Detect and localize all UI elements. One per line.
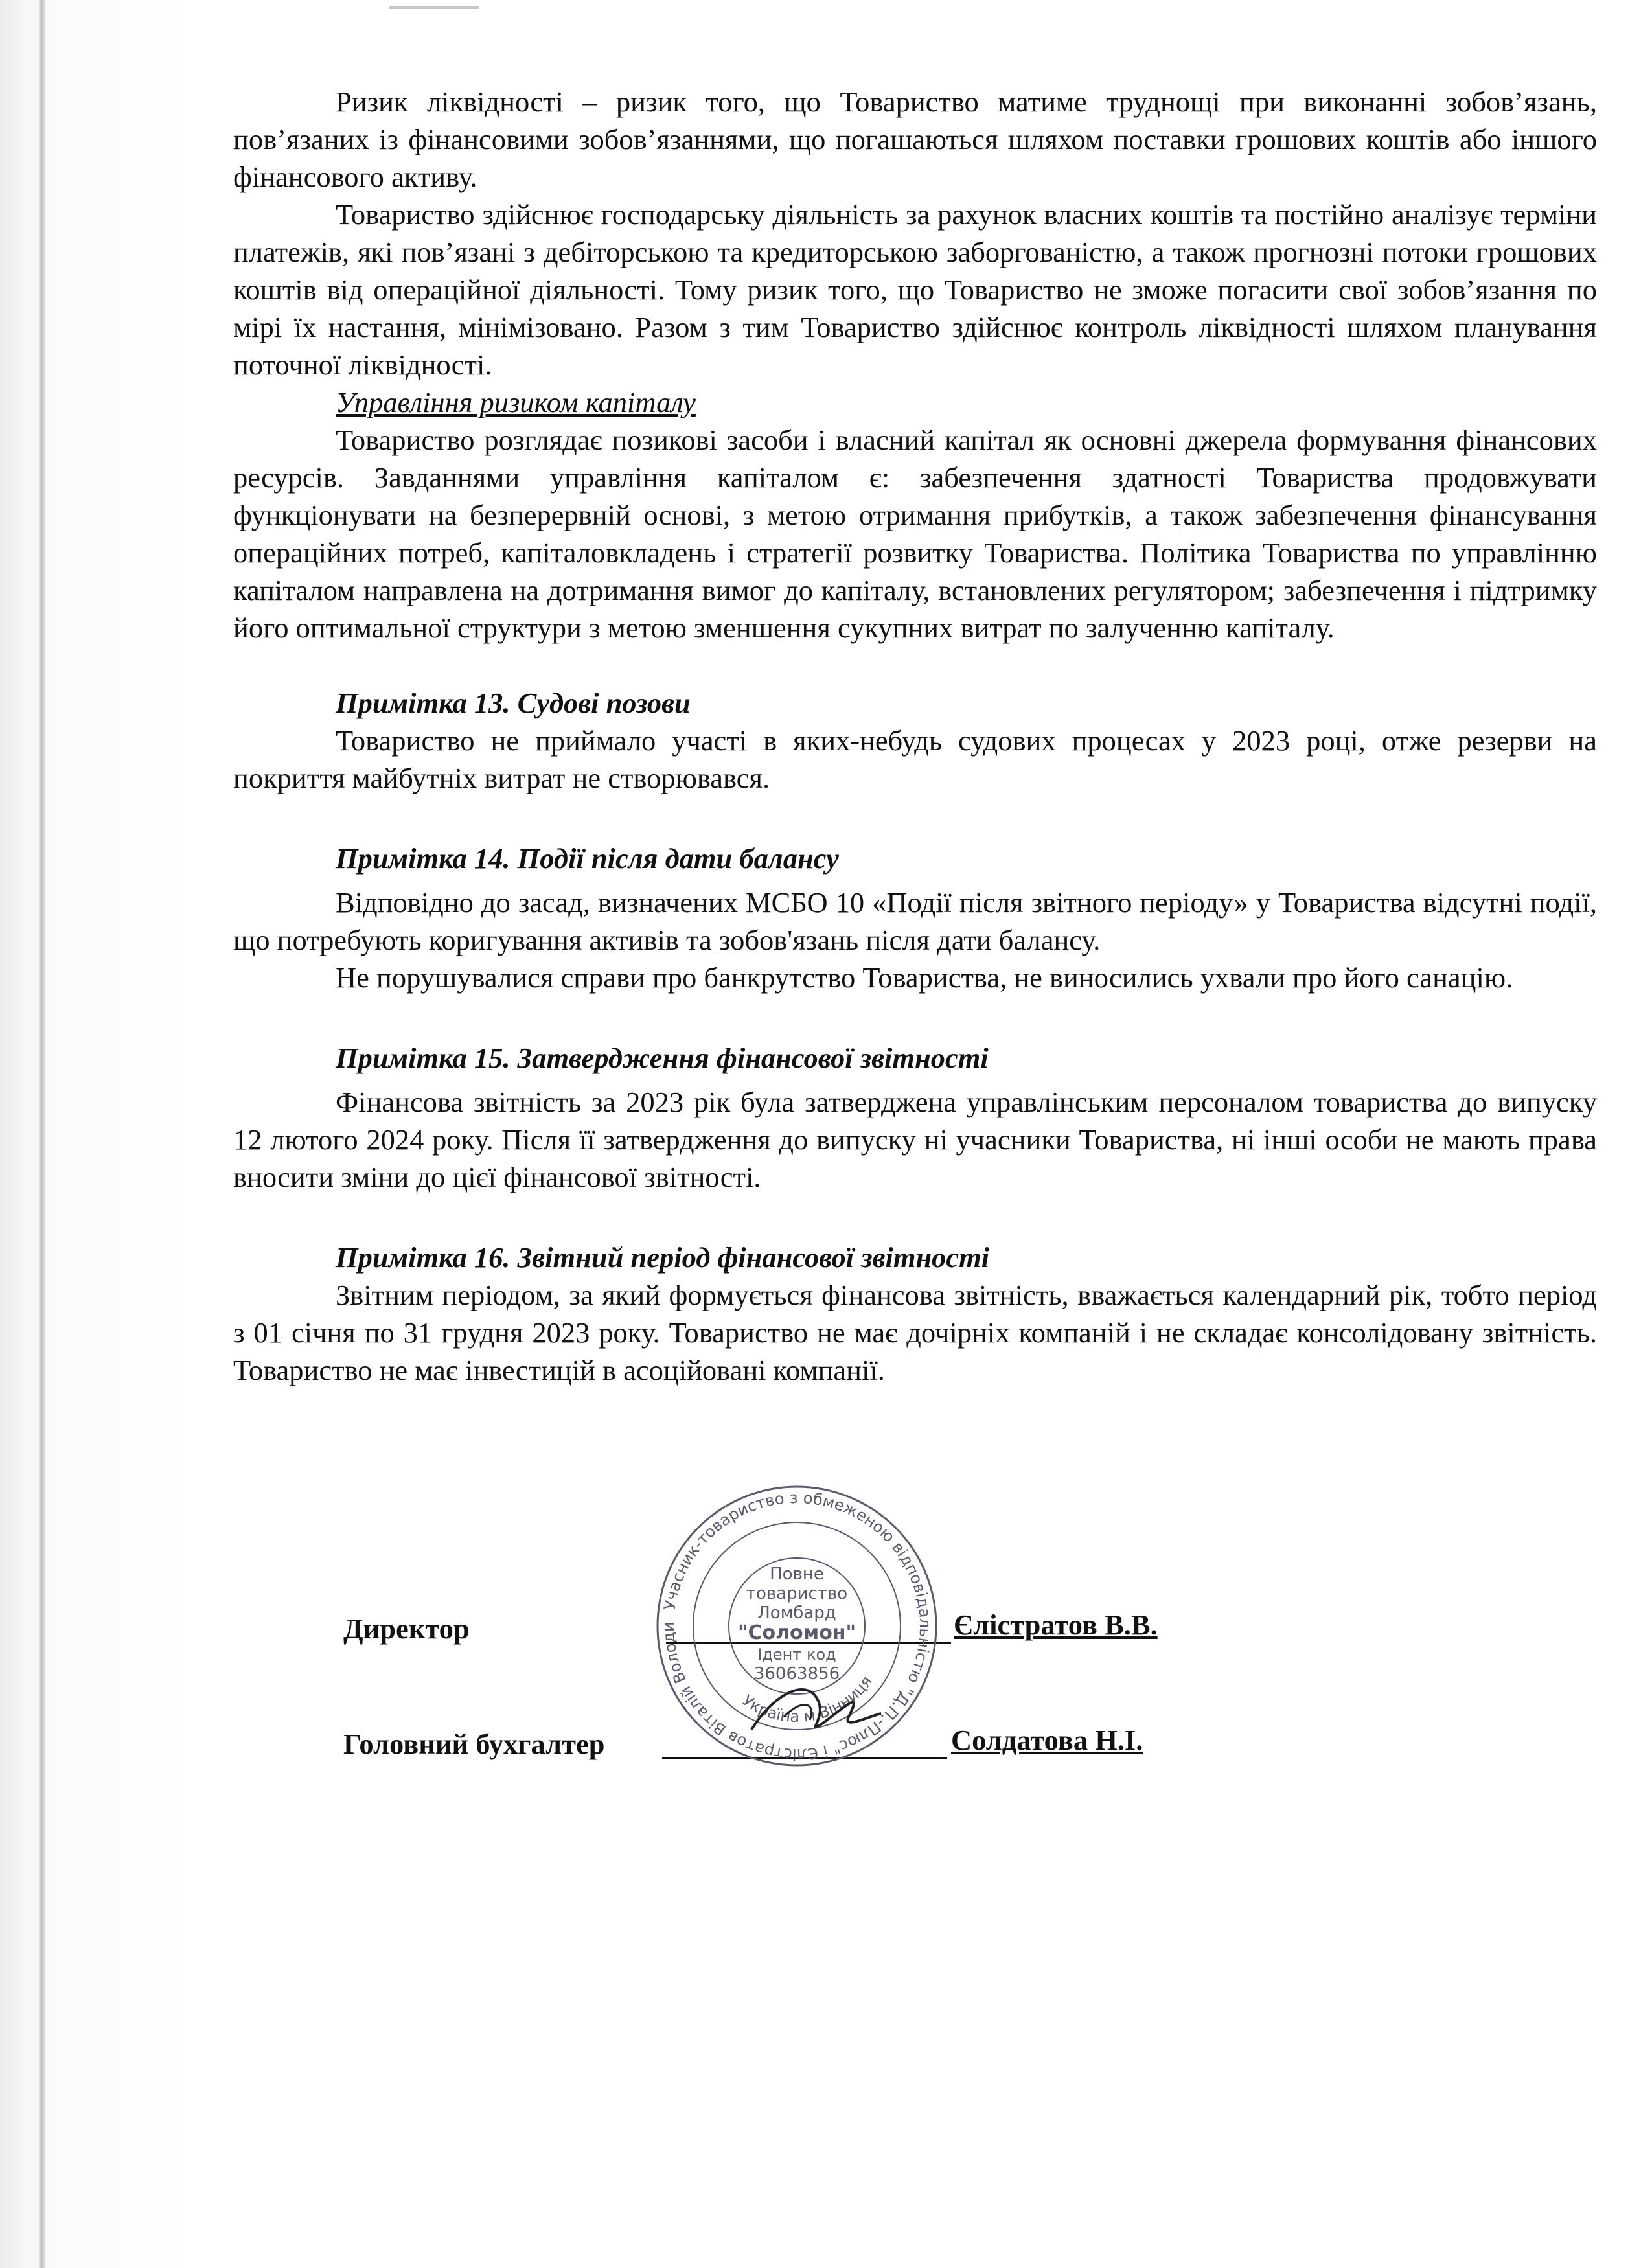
accountant-title: Головний бухгалтер xyxy=(343,1728,605,1760)
svg-text:36063856: 36063856 xyxy=(753,1664,840,1684)
stamp-outer-text: Учасник-товариство з обмеженою відповідальністю "Д.П.-Плюс" і Єлістратов Віталій Володи xyxy=(659,1488,935,1764)
capital-risk-text: Товариство розглядає позикові засоби і власний капітал як основні джерела формування фінансових ресурсів. Завданнями управління капіталом є: забезпечення здатності Товариства продовжувати функціонувати на безперервній основі, з метою отримання прибутків, а також забезпечення фінансування операційних потреб, капіталовкладень і стратегії розвитку Товариства. Політика Товариства по управлінню капіталом направлена на дотримання вимог до капіталу, встановлених регулятором; забезпечення і підтримку його оптимальної структури з метою зменшення сукупних витрат по залученню капіталу. xyxy=(233,424,1597,644)
note-15-heading: Примітка 15. Затвердження фінансової звітності xyxy=(336,1042,989,1074)
svg-text:Ломбард: Ломбард xyxy=(757,1603,836,1623)
note-13-heading: Примітка 13. Судові позови xyxy=(336,687,691,719)
document-body xyxy=(233,83,1597,1389)
svg-text:"Соломон": "Соломон" xyxy=(737,1621,856,1644)
note-15-text: Фінансова звітність за 2023 рік була затверджена управлінським персоналом товариства до випуску 12 лютого 2024 року. Після її затвердження до випуску ні учасники Товариства, ні інші особи не мають права вносити зміни до цієї фінансової звітності. xyxy=(233,1086,1597,1193)
liquidity-risk-management: Товариство здійснює господарську діяльність за рахунок власних коштів та постійно аналізує терміни платежів, які пов’язані з дебіторською та кредиторською заборгованістю, а також прогнозні потоки грошових коштів від операційної діяльності. Тому ризик того, що Товариство не зможе погасити свої зобов’язання по мірі їх настання, мінімізовано. Разом з тим Товариство здійснює контроль ліквідності шляхом планування поточної ліквідності. xyxy=(233,198,1597,381)
note-16-text: Звітним періодом, за який формується фінансова звітність, вважається календарний рік, тобто період з 01 січня по 31 грудня 2023 року. Товариство не має дочірніх компаній і не складає консолідовану звітність. Товариство не має інвестицій в асоційовані компанії. xyxy=(233,1279,1597,1386)
svg-text:Повне: Повне xyxy=(770,1564,824,1584)
director-title: Директор xyxy=(343,1612,470,1645)
liquidity-risk-definition: Ризик ліквідності – ризик того, що Товариство матиме труднощі при виконанні зобов’язань, пов’язаних із фінансовими зобов’язаннями, що погашаються шляхом поставки грошових коштів або іншого фінансового активу. xyxy=(233,86,1597,193)
note-14-heading: Примітка 14. Події після дати балансу xyxy=(336,842,839,875)
director-name: Єлістратов В.В. xyxy=(954,1609,1158,1641)
accountant-name: Солдатова Н.І. xyxy=(951,1724,1143,1756)
scan-mark xyxy=(389,6,479,9)
svg-text:Ідент код: Ідент код xyxy=(757,1645,836,1664)
stamp-bottom-text: Україна м.Вінниця xyxy=(739,1672,876,1726)
capital-risk-subheading: Управління ризиком капіталу xyxy=(336,386,696,418)
note-14-text-2: Не порушувалися справи про банкрутство Товариства, не виносились ухвали про його санацію. xyxy=(336,961,1513,994)
scan-fold-line xyxy=(38,0,47,2268)
note-14-text-1: Відповідно до засад, визначених МСБО 10 «Події після звітного періоду» у Товариства відсутні події, що потребують коригування активів та зобов'язань після дати балансу. xyxy=(233,886,1597,956)
company-stamp xyxy=(654,1483,939,1769)
svg-text:товариство: товариство xyxy=(746,1584,848,1603)
note-13-text: Товариство не приймало участі в яких-небудь судових процесах у 2023 році, отже резерви на покриття майбутніх витрат не створювався. xyxy=(233,724,1597,794)
note-16-heading: Примітка 16. Звітний період фінансової звітності xyxy=(336,1241,990,1274)
scan-shadow xyxy=(0,0,214,2268)
